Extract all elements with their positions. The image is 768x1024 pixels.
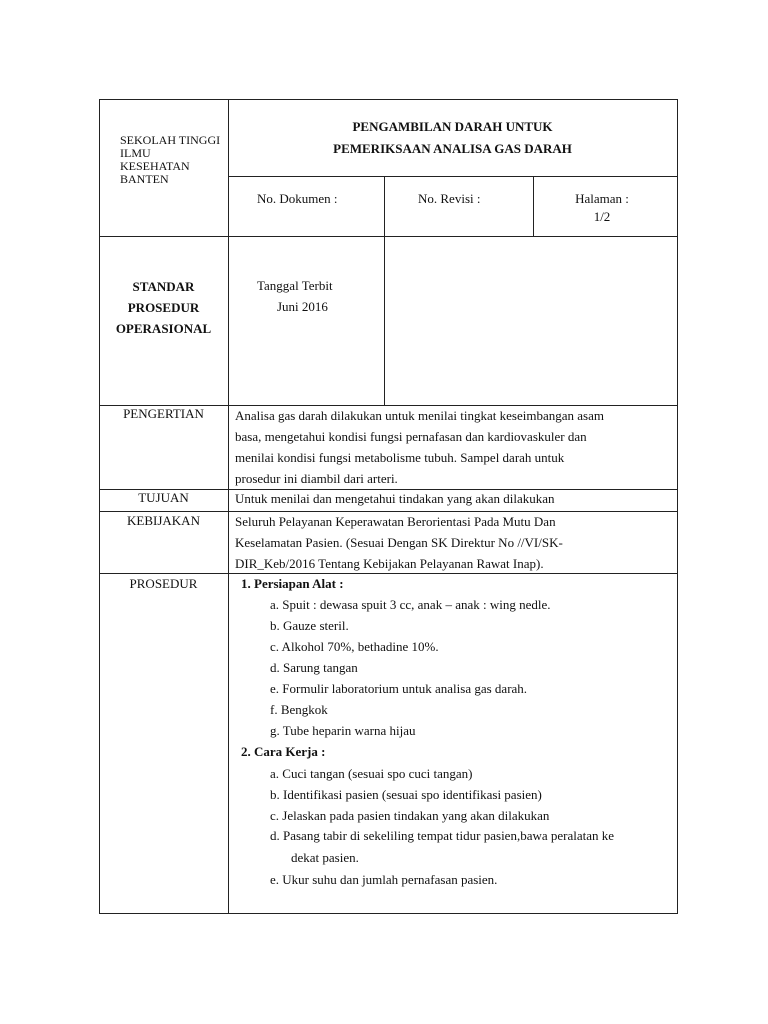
cara-kerja-item: c. Jelaskan pada pasien tindakan yang akan dilakukan bbox=[270, 808, 550, 823]
page-info: Halaman : 1/2 bbox=[575, 191, 629, 224]
persiapan-heading: 1. Persiapan Alat : bbox=[241, 576, 344, 591]
cara-kerja-item-continuation: dekat pasien. bbox=[291, 850, 359, 865]
tujuan-text: Untuk menilai dan mengetahui tindakan yang akan dilakukan bbox=[235, 491, 555, 506]
title-row-divider bbox=[228, 176, 677, 177]
doc-cell-divider-1 bbox=[384, 176, 385, 405]
column-divider bbox=[228, 99, 229, 914]
cara-kerja-heading: 2. Cara Kerja : bbox=[241, 744, 326, 759]
persiapan-item: e. Formulir laboratorium untuk analisa gas darah. bbox=[270, 681, 528, 696]
pengertian-text: Analisa gas darah dilakukan untuk menilai tingkat keseimbangan asam basa, mengetahui kondisi fungsi pernafasan dan kardiovaskuler dan menilai kondisi fungsi metabolisme tubuh. Sampel darah untuk prosedur ini diambil dari arteri. bbox=[235, 408, 604, 486]
cara-kerja-item: b. Identifikasi pasien (sesuai spo identifikasi pasien) bbox=[270, 787, 542, 802]
cara-kerja-item: d. Pasang tabir di sekeliling tempat tidur pasien,bawa peralatan ke bbox=[270, 828, 615, 843]
persiapan-item: f. Bengkok bbox=[270, 702, 328, 717]
persiapan-item: a. Spuit : dewasa spuit 3 cc, anak – anak : wing nedle. bbox=[270, 597, 551, 612]
kebijakan-text: Seluruh Pelayanan Keperawatan Berorientasi Pada Mutu Dan Keselamatan Pasien. (Sesuai Dengan SK Direktur No //VI/SK- DIR_Keb/2016 Tentang Kebijakan Pelayanan Rawat Inap). bbox=[235, 514, 563, 571]
document-title: PENGAMBILAN DARAH UNTUK PEMERIKSAAN ANALISA GAS DARAH bbox=[333, 119, 572, 156]
cara-kerja-item: e. Ukur suhu dan jumlah pernafasan pasien. bbox=[270, 872, 498, 887]
border-left bbox=[99, 99, 100, 914]
persiapan-item: g. Tube heparin warna hijau bbox=[270, 723, 416, 738]
sop-label: STANDAR PROSEDUR OPERASIONAL bbox=[115, 279, 212, 336]
doc-number-label: No. Dokumen : bbox=[257, 191, 338, 206]
border-right bbox=[677, 99, 678, 914]
pengertian-label: PENGERTIAN bbox=[123, 406, 204, 421]
cara-kerja-item: a. Cuci tangan (sesuai spo cuci tangan) bbox=[270, 766, 473, 781]
institution-name: SEKOLAH TINGGI ILMU KESEHATAN BANTEN bbox=[120, 133, 221, 186]
persiapan-item: b. Gauze steril. bbox=[270, 618, 349, 633]
tujuan-label: TUJUAN bbox=[138, 490, 189, 505]
border-top bbox=[99, 99, 678, 100]
border-bottom bbox=[99, 913, 678, 914]
doc-row-divider bbox=[99, 236, 678, 237]
kebijakan-label: KEBIJAKAN bbox=[127, 513, 200, 528]
revision-label: No. Revisi : bbox=[418, 191, 481, 206]
persiapan-item: c. Alkohol 70%, bethadine 10%. bbox=[270, 639, 439, 654]
prosedur-label: PROSEDUR bbox=[129, 576, 198, 591]
persiapan-item: d. Sarung tangan bbox=[270, 660, 358, 675]
issue-date-block: Tanggal Terbit Juni 2016 bbox=[257, 278, 333, 314]
